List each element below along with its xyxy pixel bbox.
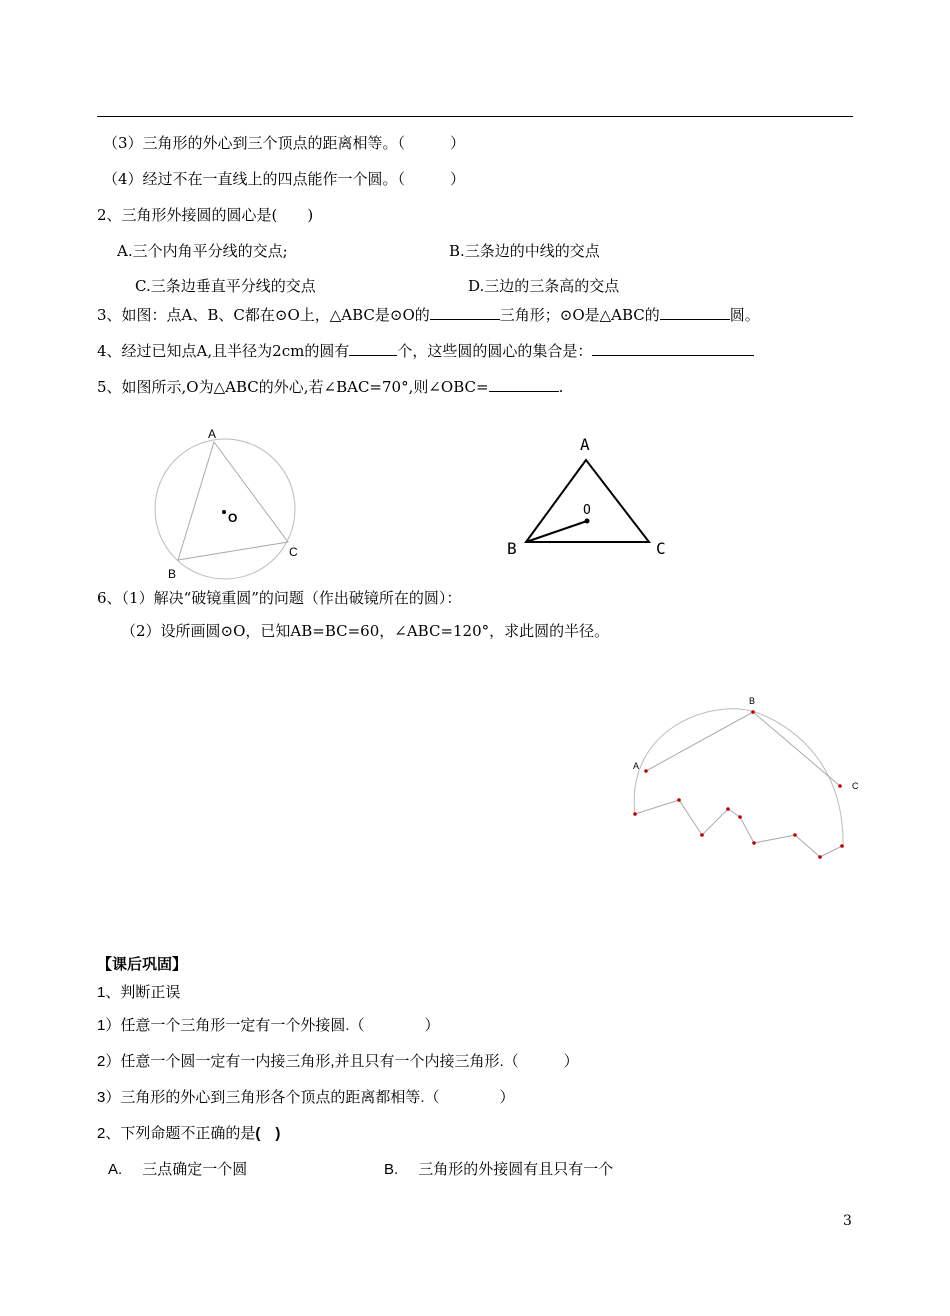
arc-outline <box>634 709 843 848</box>
q5-blank[interactable] <box>489 377 559 392</box>
q5-text-1: 5、如图所示,O为△ABC的外心,若∠BAC=70°,则∠OBC= <box>97 378 489 396</box>
label-a: A <box>208 427 217 441</box>
figure-circumcircle <box>140 420 320 585</box>
hw-opt-b-label: B. <box>384 1161 399 1178</box>
page-number: 3 <box>843 1213 852 1229</box>
segment-ob <box>526 521 587 542</box>
q2-option-d: D.三边的三条高的交点 <box>468 277 620 295</box>
q3-blank-2[interactable] <box>660 305 730 320</box>
q6-line-2: （2）设所画圆⊙O，已知AB=BC=60，∠ABC=120°，求此圆的半径。 <box>121 622 610 640</box>
label-b: B <box>507 539 517 558</box>
q3-blank-1[interactable] <box>430 305 500 320</box>
label-a: A <box>633 761 640 771</box>
q4-text-1: 4、经过已知点A,且半径为2cm的圆有 <box>97 342 350 360</box>
q5-line <box>97 377 563 397</box>
triangle-abc <box>526 460 649 542</box>
homework-title: 【课后巩固】 <box>97 956 188 973</box>
header-rule <box>97 116 853 117</box>
inscribed-triangle <box>178 442 288 560</box>
q2-option-b: B.三条边的中线的交点 <box>449 242 600 260</box>
center-point <box>585 519 590 524</box>
judge-item-3: 3）三角形的外心到三角形各个顶点的距离都相等.（ ） <box>97 1089 515 1106</box>
q3-text-1: 3、如图：点A、B、C都在⊙O上，△ABC是⊙O的 <box>97 306 430 324</box>
q2-option-c: C.三条边垂直平分线的交点 <box>135 277 316 295</box>
judge-title: 1、判断正误 <box>97 984 181 1001</box>
broken-edge <box>635 800 842 857</box>
label-b: B <box>749 696 756 706</box>
label-c: C <box>852 781 859 791</box>
edge-points <box>633 710 844 859</box>
label-c: C <box>289 545 298 559</box>
q2-stem: 2、三角形外接圆的圆心是( ) <box>97 206 314 224</box>
hw-opt-b-text: 三角形的外接圆有且只有一个 <box>418 1161 614 1178</box>
label-a: A <box>580 435 590 454</box>
label-c: C <box>656 539 666 558</box>
q3-text-2: 三角形；⊙O是△ABC的 <box>499 306 660 324</box>
q3-text-3: 圆。 <box>729 306 760 324</box>
q4-text-2: 个，这些圆的圆心的集合是： <box>397 342 593 360</box>
part1-q3: （3）三角形的外心到三个顶点的距离相等。（ ） <box>103 134 466 152</box>
hw-opt-a-text: 三点确定一个圆 <box>142 1161 248 1178</box>
hw-q2-stem <box>97 1124 280 1144</box>
figure-broken-mirror <box>620 690 870 870</box>
label-b: B <box>168 567 177 581</box>
hw-opt-a-label: A. <box>108 1161 123 1178</box>
q5-text-2: . <box>558 378 564 396</box>
label-o: O <box>228 511 238 525</box>
label-o: O <box>583 503 591 518</box>
q4-line <box>97 341 754 361</box>
part1-q4: （4）经过不在一直线上的四点能作一个圆。（ ） <box>103 170 466 188</box>
circle-outline <box>155 439 295 579</box>
q6-line-1: 6、（1）解决“破镜重圆”的问题（作出破镜所在的圆）： <box>97 589 462 607</box>
q3-line <box>97 305 760 325</box>
hw-q2-option-b <box>384 1160 613 1180</box>
center-point <box>222 510 226 514</box>
hw-q2-option-a <box>108 1160 247 1180</box>
judge-item-2: 2）任意一个圆一定有一内接三角形,并且只有一个内接三角形.（ ） <box>97 1053 579 1070</box>
q4-blank-2[interactable] <box>592 341 754 356</box>
judge-item-1: 1）任意一个三角形一定有一个外接圆.（ ） <box>97 1017 440 1034</box>
q4-blank-1[interactable] <box>349 341 397 356</box>
hw-q2-paren: ( ) <box>255 1125 281 1142</box>
q2-option-a: A.三个内角平分线的交点; <box>117 242 288 260</box>
figure-triangle-outer-center <box>500 428 680 560</box>
hw-q2-text: 2、下列命题不正确的是 <box>97 1125 256 1142</box>
